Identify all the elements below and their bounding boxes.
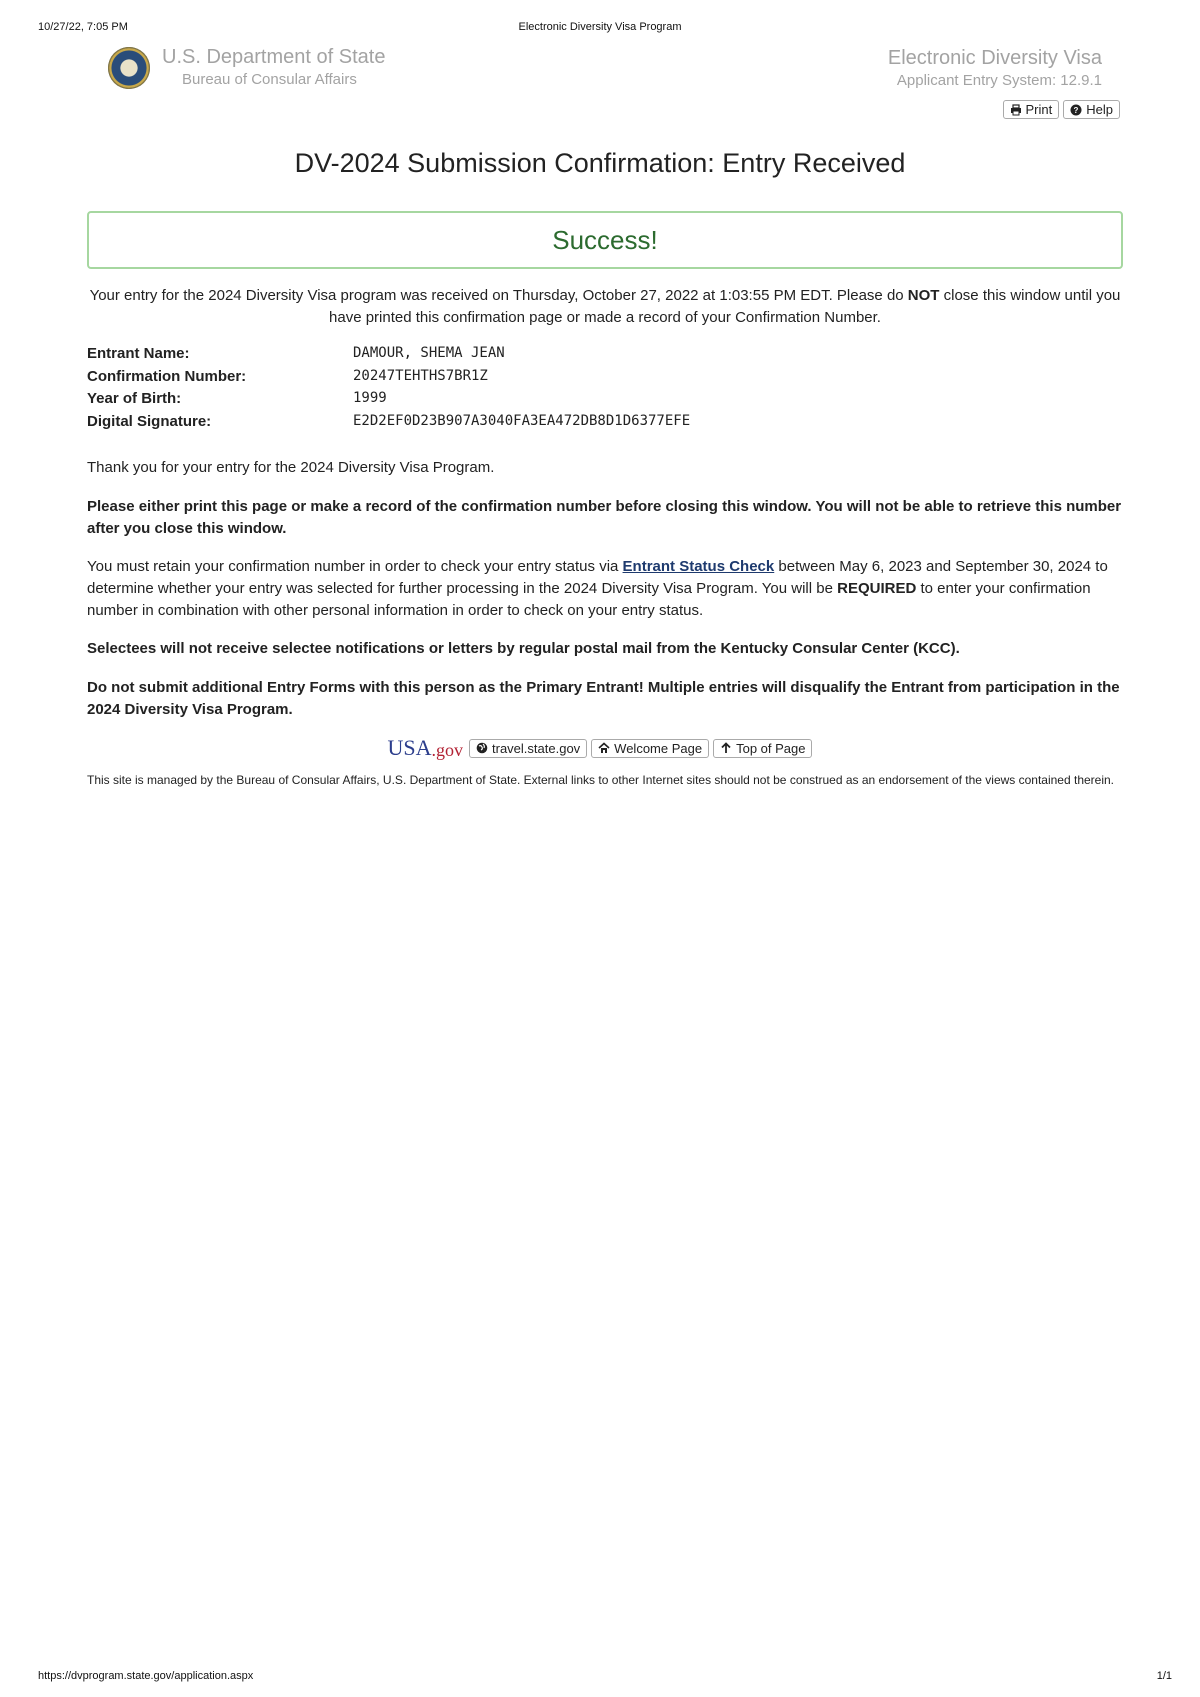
- retain-text-middle: between May 6, 2023 and September 30, 2024 to determine whether your entry was selected for further processing in the 2024 Diversity Visa Program. You will be: [87, 558, 1108, 597]
- print-button[interactable]: [1003, 100, 1060, 119]
- do-not-submit-warning: Do not submit additional Entry Forms with this person as the Primary Entrant! Multiple entries will disqualify the Entrant from participation in the 2024 Diversity Visa Program.: [87, 679, 1120, 718]
- detail-row: [87, 413, 690, 436]
- top-of-page-label: Top of Page: [736, 740, 806, 756]
- page-title: DV-2024 Submission Confirmation: Entry Received: [294, 148, 906, 178]
- print-doc-title: Electronic Diversity Visa Program: [518, 21, 682, 33]
- digital-signature-label: Digital Signature:: [87, 412, 212, 430]
- entrant-name-label: Entrant Name:: [87, 345, 190, 362]
- toolbar: [1003, 100, 1120, 119]
- entry-details: [87, 345, 690, 435]
- entrant-name-value: DAMOUR, SHEMA JEAN: [353, 345, 505, 361]
- intro-text-bold: NOT: [907, 287, 940, 304]
- retain-text-bold: REQUIRED: [837, 580, 917, 597]
- usagov-logo-link[interactable]: [388, 735, 464, 761]
- welcome-page-label: Welcome Page: [614, 740, 703, 756]
- confirmation-number-value: 20247TEHTHS7BR1Z: [353, 367, 488, 384]
- success-message: Success!: [552, 224, 658, 255]
- question-circle-icon: [1070, 104, 1082, 116]
- department-title: U.S. Department of State: [162, 46, 386, 68]
- detail-row: [87, 368, 690, 391]
- thank-you-text: Thank you for your entry for the 2024 Diversity Visa Program.: [87, 459, 495, 476]
- success-alert: [87, 211, 1123, 269]
- home-icon: [598, 742, 610, 754]
- help-button-label: Help: [1086, 102, 1113, 117]
- print-button-label: Print: [1025, 102, 1053, 117]
- usagov-gov: .gov: [431, 740, 464, 760]
- department-subtitle: Bureau of Consular Affairs: [182, 71, 357, 88]
- digital-signature-value: E2D2EF0D23B907A3040FA3EA472DB8D1D6377EFE: [353, 412, 691, 429]
- confirmation-number-label: Confirmation Number:: [87, 367, 247, 385]
- footer-links: [0, 735, 1200, 761]
- print-url: https://dvprogram.state.gov/application.aspx: [38, 1670, 254, 1682]
- welcome-page-button[interactable]: [591, 739, 709, 758]
- arrow-up-icon: [720, 742, 732, 754]
- intro-text-after: close this window until you have printed this confirmation page or made a record of your Confirmation Number.: [329, 287, 1121, 326]
- site-header: [0, 44, 1200, 94]
- print-page-number: 1/1: [1156, 1670, 1172, 1682]
- globe-icon: [476, 742, 488, 754]
- print-datetime: 10/27/22, 7:05 PM: [38, 21, 128, 33]
- detail-row: [87, 345, 690, 368]
- help-button[interactable]: [1063, 100, 1120, 119]
- retain-text-after: to enter your confirmation number in combination with other personal information in order to check on your entry status.: [87, 580, 1091, 619]
- entrant-status-check-link[interactable]: Entrant Status Check: [622, 558, 775, 575]
- footer-disclaimer: This site is managed by the Bureau of Consular Affairs, U.S. Department of State. External links to other Internet sites should not be construed as an endorsement of the views contained therein.: [87, 773, 1115, 787]
- system-version: Applicant Entry System: 12.9.1: [896, 72, 1102, 89]
- usagov-usa: USA: [387, 735, 432, 760]
- detail-row: [87, 390, 690, 413]
- retain-number-text: [87, 556, 1123, 622]
- year-of-birth-label: Year of Birth:: [87, 390, 182, 407]
- intro-text-before: Your entry for the 2024 Diversity Visa program was received on Thursday, October 27, 2022 at 1:03:55 PM EDT. Please do: [89, 287, 908, 304]
- print-warning-text: Please either print this page or make a record of the confirmation number before closing this window. You will not be able to retrieve this number after you close this window.: [87, 498, 1122, 537]
- intro-message: [87, 285, 1123, 329]
- travel-state-gov-button[interactable]: [469, 739, 587, 758]
- top-of-page-button[interactable]: [713, 739, 812, 758]
- department-seal: [108, 47, 150, 89]
- system-title: Electronic Diversity Visa: [887, 47, 1102, 69]
- selectees-notice: Selectees will not receive selectee notifications or letters by regular postal mail from the Kentucky Consular Center (KCC).: [87, 640, 960, 657]
- svg-text:?: ?: [1073, 105, 1079, 115]
- year-of-birth-value: 1999: [353, 390, 387, 406]
- travel-state-gov-label: travel.state.gov: [492, 740, 581, 756]
- retain-text-before: You must retain your confirmation number in order to check your entry status via: [87, 558, 623, 575]
- printer-icon: [1010, 104, 1022, 116]
